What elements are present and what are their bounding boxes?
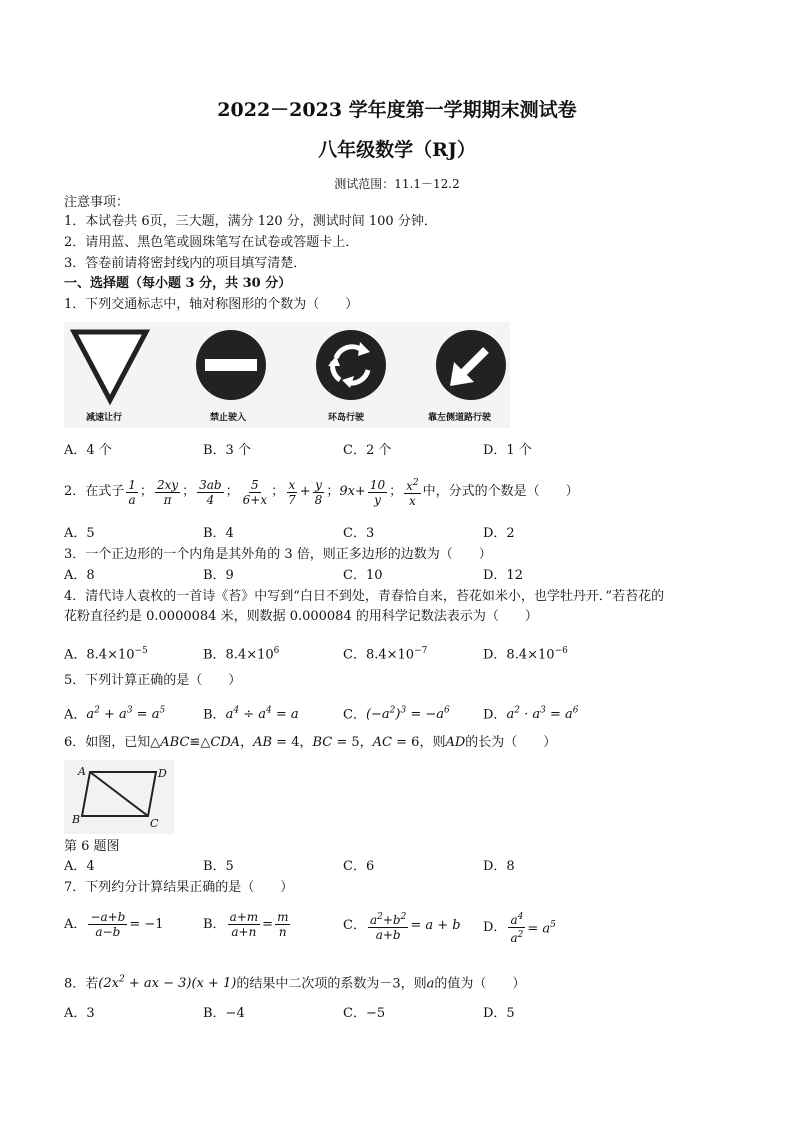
option-b[interactable]: B．9: [203, 568, 234, 583]
option-c-exponent: −7: [414, 646, 428, 656]
question-6-end: 的长为（ ）: [465, 735, 557, 750]
option-c-text: C．8.4×10: [343, 647, 415, 663]
expr-2: $\frac{2xy}{\pi}$: [156, 477, 179, 507]
question-8-stem: 8．若($2x^2$ + ax − 3)(x + 1)的结果中二次项的系数为－3，则a的值为（ ）: [64, 975, 526, 992]
traffic-signs-figure: [64, 322, 510, 428]
figure-6: [64, 760, 174, 834]
vertex-d: D: [158, 767, 167, 780]
question-6-suffix: ，则: [419, 735, 446, 750]
option-a[interactable]: A．4 个: [64, 443, 112, 458]
keep-left-sign-icon: [434, 328, 508, 402]
question-4-line2: 花粉直径约是 0.0000084 米，则数据 0.000084 的用科学记数法表示为（ ）: [64, 609, 538, 624]
option-b[interactable]: B．−4: [203, 1006, 245, 1021]
option-d-text: D．8.4×10: [483, 647, 555, 663]
question-2-prefix: 2．在式子: [64, 484, 125, 499]
sign-caption: 减速让行: [86, 413, 123, 423]
option-c[interactable]: C．$(-a^2)^3 = -a^6$: [343, 706, 450, 723]
no-entry-sign-icon: [194, 328, 268, 402]
option-d[interactable]: D．1 个: [483, 443, 532, 458]
page-subtitle: 八年级数学（RJ）: [318, 139, 476, 161]
option-d[interactable]: D．8: [483, 859, 515, 874]
vertex-a: A: [78, 765, 86, 778]
expr-4: $\frac{5}{6+x}$: [242, 477, 268, 507]
option-c[interactable]: C．3: [343, 526, 375, 541]
option-c[interactable]: C．6: [343, 859, 375, 874]
option-a-label: A．: [64, 707, 87, 723]
option-a[interactable]: A．$a^2 + a^3 = a^5$: [64, 706, 166, 723]
option-c[interactable]: C． $\frac{a^2+b^2}{a+b}$ = a + b: [343, 912, 461, 942]
option-a[interactable]: A．5: [64, 526, 95, 541]
notes-heading: 注意事项：: [64, 195, 130, 210]
sign-caption: 靠左侧道路行驶: [428, 413, 492, 423]
question-8-end: 的值为（ ）: [434, 976, 526, 992]
note-item: 1．本试卷共 6页，三大题，满分 120 分，测试时间 100 分钟．: [64, 214, 437, 229]
option-b[interactable]: B． $\frac{a+m}{a+n}$ = $\frac{m}{n}$: [203, 910, 289, 939]
option-b[interactable]: [203, 643, 279, 663]
option-b[interactable]: B．$a^4 \div a^4 = a$: [203, 706, 299, 723]
figure-6-caption: 第 6 题图: [64, 839, 120, 854]
question-8-prefix: 8．若: [64, 976, 99, 992]
expr-7: $\frac{x^2}{x}$: [406, 478, 419, 508]
question-8-suffix: 的结果中二次项的系数为－3，则: [236, 976, 427, 992]
option-d-label: D．: [483, 707, 507, 723]
question-4-line1: 4．清代诗人袁枚的一首诗《苔》中写到“白日不到处，青春恰自来，苔花如米小，也学牡丹开．”若苔花的: [64, 589, 665, 604]
option-a[interactable]: A． $\frac{-a+b}{a-b}$ = −1: [64, 910, 164, 939]
option-c-label: C．: [343, 918, 366, 933]
vertex-b: B: [72, 813, 81, 826]
option-d[interactable]: D．5: [483, 1006, 515, 1021]
option-a[interactable]: [64, 643, 148, 663]
expr-5: $\frac{x}{7}$: [288, 477, 296, 507]
option-a-exponent: −5: [134, 646, 148, 656]
note-item: 3．答卷前请将密封线内的项目填写清楚．: [64, 256, 307, 271]
question-7-stem: 7．下列约分计算结果正确的是（ ）: [64, 880, 294, 895]
question-5-stem: 5．下列计算正确的是（ ）: [64, 673, 242, 688]
option-c[interactable]: C．10: [343, 568, 383, 583]
option-d[interactable]: D．$a^2 \cdot a^3 = a^6$: [483, 706, 579, 723]
question-1-stem: 1．下列交通标志中，轴对称图形的个数为（ ）: [64, 297, 359, 312]
option-b[interactable]: B．5: [203, 859, 234, 874]
section-heading: 一、选择题（每小题 3 分，共 30 分）: [64, 276, 292, 291]
option-d[interactable]: [483, 643, 568, 663]
sign-caption: 禁止驶入: [210, 413, 247, 423]
expr-1: $\frac{1}{a}$: [128, 477, 136, 507]
option-c[interactable]: C．2 个: [343, 443, 392, 458]
option-a[interactable]: A．8: [64, 568, 95, 583]
option-b[interactable]: B．4: [203, 526, 234, 541]
question-2-stem: 2．在式子 $\frac{1}{a}$ ； $\frac{2xy}{\pi}$ ； $\frac{3ab}{4}$ ； $\frac{5}{6+x}$ ； $\frac{x}{7}$ + $\frac{y}{8}$ ； 9x+ $\frac{10}{y}$ ； $\frac{x^2}{x}$ 中，分式的个数是（ ）: [64, 472, 579, 512]
option-b-label: B．: [203, 916, 226, 932]
option-c[interactable]: C．−5: [343, 1006, 386, 1021]
option-d[interactable]: D．12: [483, 568, 523, 583]
option-a-text: A．8.4×10: [64, 647, 135, 663]
question-3-stem: 3．一个正边形的一个内角是其外角的 3 倍，则正多边形的边数为（ ）: [64, 547, 492, 562]
question-6-stem: 6．如图，已知△ABC≌△CDA，AB = 4，BC = 5，AC = 6，则AD的长为（ ）: [64, 735, 557, 750]
option-d[interactable]: D． $\frac{a^4}{a^2}$ = $a^5$: [483, 912, 556, 945]
expr-6: 9x+: [339, 484, 366, 499]
option-c-label: C．: [343, 707, 366, 723]
roundabout-sign-icon: [314, 328, 388, 402]
option-b[interactable]: B．3 个: [203, 443, 251, 458]
option-d[interactable]: D．2: [483, 526, 515, 541]
test-range: 测试范围：11.1－12.2: [334, 177, 460, 191]
yield-sign-icon: [70, 326, 150, 406]
option-a[interactable]: A．3: [64, 1006, 95, 1021]
option-c[interactable]: [343, 643, 427, 663]
note-item: 2．请用蓝、黑色笔或圆珠笔写在试卷或答题卡上．: [64, 235, 359, 250]
option-d-exponent: −6: [554, 646, 568, 656]
vertex-c: C: [150, 817, 159, 830]
expr-3: $\frac{3ab}{4}$: [199, 477, 222, 507]
option-a[interactable]: A．4: [64, 859, 95, 874]
question-6-prefix: 6．如图，已知△: [64, 735, 161, 750]
page-title: 2022－2023 学年度第一学期期末测试卷: [217, 99, 577, 121]
option-b-exponent: 6: [273, 646, 280, 656]
question-2-suffix: 中，分式的个数是（ ）: [422, 484, 579, 499]
option-b-text: B．8.4×10: [203, 647, 274, 663]
option-b-label: B．: [203, 707, 226, 723]
option-a-label: A．: [64, 916, 87, 932]
option-d-label: D．: [483, 919, 507, 935]
sign-caption: 环岛行驶: [328, 413, 365, 423]
